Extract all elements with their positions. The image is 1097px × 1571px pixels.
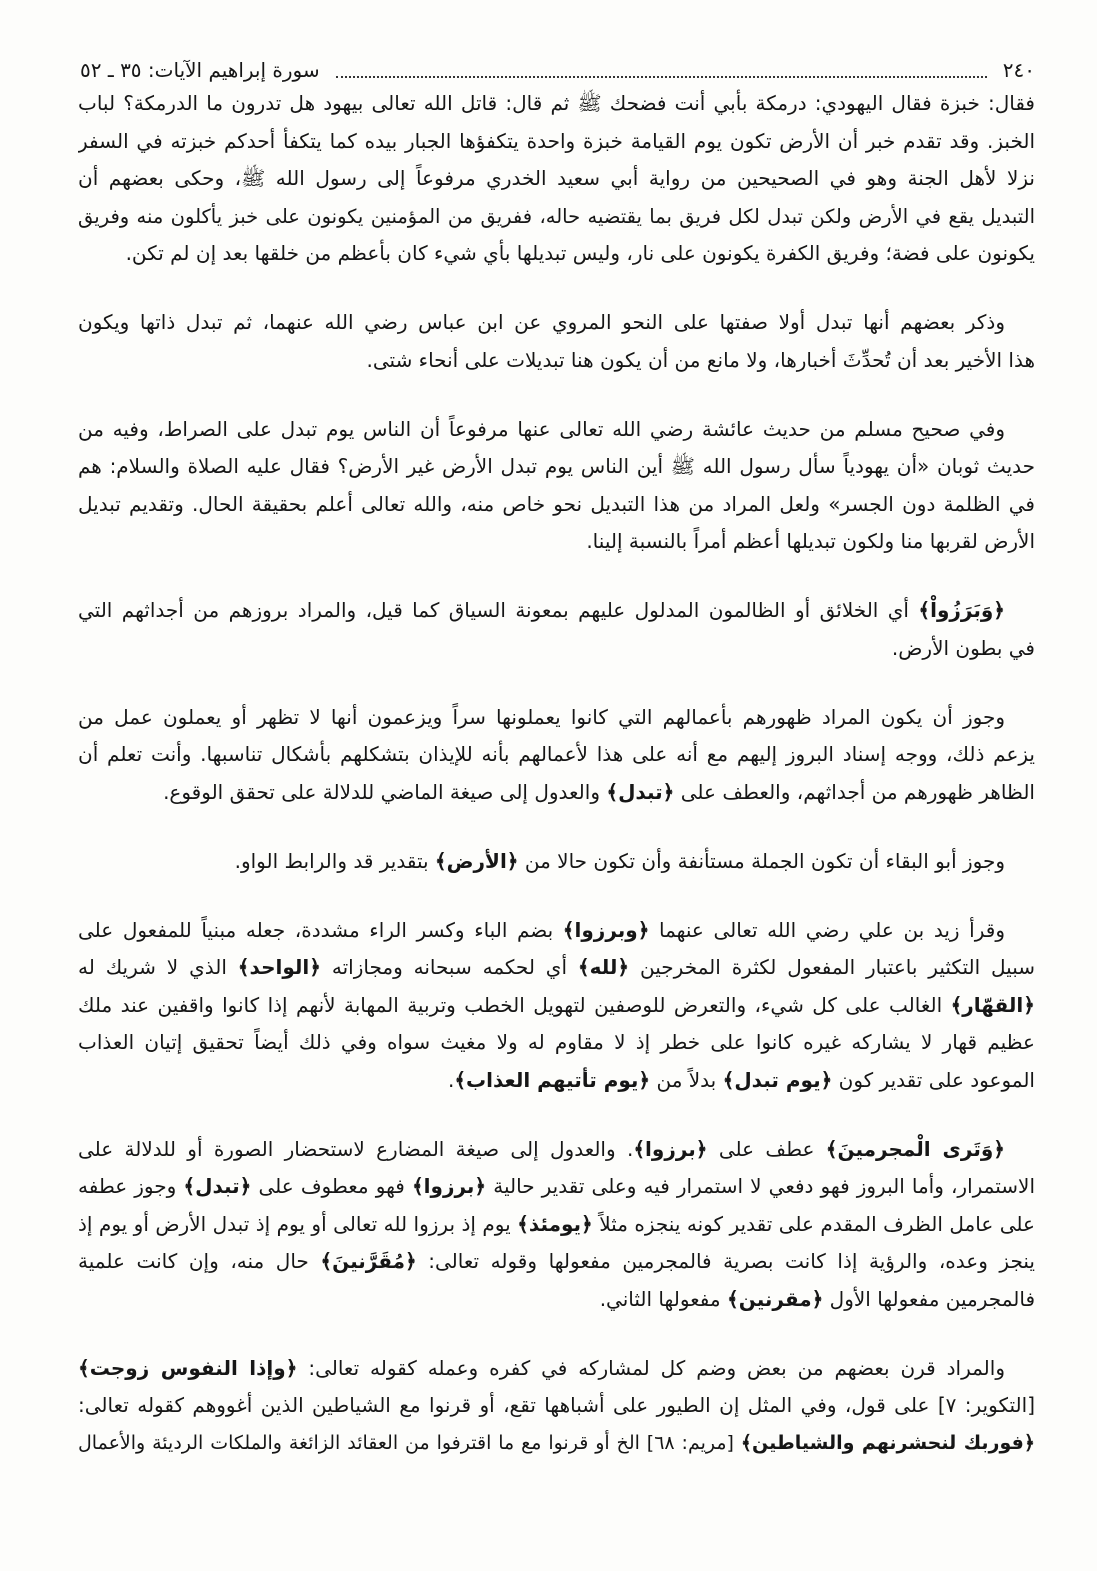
quran-quote: ﴿برزوا﴾ [633, 1136, 708, 1161]
text-line: سبيل التكثير باعتبار المفعول لكثرة المخرجين ﴿لله﴾ أي لحكمه سبحانه ومجازاته ﴿الواحد﴾ الذي لا شريك له [78, 955, 1035, 979]
paragraph [78, 304, 1035, 379]
quran-quote: ﴿مُقَرَّنينَ﴾ [320, 1249, 417, 1273]
text-line: [التكوير: ٧] على قول، وفي المثل إن الطيور على أشباهها تقع، أو قرنوا مع الشياطين الذين أغووهم كقوله تعالى: [78, 1393, 1035, 1417]
quran-quote: ﴿تبدل﴾ [606, 779, 675, 804]
text-line: الاستمرار، وأما البروز فهو دفعي لا استمرار فيه وعلى تقدير حالية ﴿برزوا﴾ فهو معطوف على ﴿تبدل﴾ وجوز عطفه [78, 1174, 1035, 1198]
quran-quote: ﴿وَبَرَزُواْ﴾ [918, 598, 1005, 622]
quran-quote: ﴿فوربك لنحشرنهم والشياطين﴾ [740, 1431, 1035, 1454]
dotted-leader [336, 76, 987, 78]
paragraph [78, 1131, 1035, 1319]
text-line: ﴿فوربك لنحشرنهم والشياطين﴾ [مريم: ٦٨] الخ أو قرنوا مع ما اقترفوا من العقائد الزائغة والملكات الرديئة والأعمال [78, 1431, 1035, 1454]
text-line: الأرض لقربها منا ولكون تبديلها أعظم أمراً بالنسبة إلينا. [586, 529, 1035, 553]
text-line: على عامل الظرف المقدم على تقدير كونه ينجزه مثلاً ﴿يومئذ﴾ يوم إذ برزوا لله تعالى أو يوم إذ تبدل الأرض أو يوم إذ [78, 1211, 1035, 1236]
paragraph [78, 843, 1035, 881]
text-line: ينجز وعده، والرؤية إذا كانت بصرية فالمجرمين مفعولها وقوله تعالى: ﴿مُقَرَّنينَ﴾ حال منه، وإن كانت علمية [78, 1249, 1035, 1273]
text-line: ﴿وَبَرَزُواْ﴾ أي الخلائق أو الظالمون المدلول عليهم بمعونة السياق كما قيل، والمراد بروزهم من أجداثهم التي [78, 598, 1005, 622]
paragraph [78, 592, 1035, 667]
text-line: وفي صحيح مسلم من حديث عائشة رضي الله تعالى عنها مرفوعاً أن الناس يوم تبدل على الصراط، وفيه من [78, 416, 1005, 441]
text-line: وذكر بعضهم أنها تبدل أولا صفتها على النحو المروي عن ابن عباس رضي الله عنهما، ثم تبدل ذاتها ويكون [78, 310, 1005, 334]
text-line: وجوز أبو البقاء أن تكون الجملة مستأنفة وأن تكون حالا من ﴿الأرض﴾ بتقدير قد والرابط الواو. [234, 848, 1005, 873]
quran-quote: ﴿يوم تبدل﴾ [722, 1067, 833, 1092]
text-line: في بطون الأرض. [891, 635, 1035, 660]
paragraph [78, 699, 1035, 812]
quran-quote: ﴿لله﴾ [577, 955, 630, 979]
quran-quote: ﴿الأرض﴾ [434, 848, 519, 873]
text-line: فقال: خبزة فقال اليهودي: درمكة بأبي أنت فضحك ﷺ ثم قال: قاتل الله تعالى بيهود هل تدرون ما الدرمكة؟ لباب [78, 91, 1035, 115]
text-line: وقرأ زيد بن علي رضي الله تعالى عنهما ﴿وبرزوا﴾ بضم الباء وكسر الراء مشددة، جعله مبنياً للمفعول على [78, 917, 1005, 942]
page-number: ٢٤٠ [1002, 58, 1035, 82]
text-line: التبديل يقع في الأرض ولكن تبدل لكل فريق بما يقتضيه حاله، ففريق من المؤمنين يكونون على خبز يأكلون منه وفريق [78, 204, 1035, 228]
quran-quote: ﴿الواحد﴾ [237, 955, 321, 979]
text-line: فالمجرمين مفعولها الأول ﴿مقرنين﴾ مفعولها الثاني. [599, 1286, 1035, 1311]
paragraph [78, 912, 1035, 1100]
text-line: هذا الأخير بعد أن تُحدِّثَ أخبارها، ولا مانع من أن يكون هنا تبديلات على أنحاء شتى. [366, 347, 1035, 372]
text-line: نزلا لأهل الجنة وهو في الصحيحين من رواية أبي سعيد الخدري مرفوعاً إلى رسول الله ﷺ، وحكى بعضهم أن [78, 166, 1035, 190]
text-line: الخبز. وقد تقدم خبر أن الأرض تكون يوم القيامة خبزة واحدة يتكفؤها الجبار بيده كما يتكفأ أحدكم خبزته في السفر [78, 128, 1035, 153]
quran-quote: ﴿تبدل﴾ [183, 1174, 252, 1198]
running-title: سورة إبراهيم الآيات: ٣٥ ـ ٥٢ [80, 58, 320, 82]
text-line: الموعود على تقدير كون ﴿يوم تبدل﴾ بدلاً من ﴿يوم تأتيهم العذاب﴾. [447, 1067, 1035, 1092]
quran-quote: ﴿مقرنين﴾ [727, 1286, 824, 1311]
quran-quote: ﴿القهّار﴾ [950, 992, 1035, 1017]
text-line: والمراد قرن بعضهم من بعض وضم كل لمشاركه في كفره وعمله كقوله تعالى: ﴿وإذا النفوس زوجت﴾ [78, 1355, 1005, 1380]
paragraph [78, 411, 1035, 561]
text-line: حديث ثوبان «أن يهودياً سأل رسول الله ﷺ أين الناس يوم تبدل الأرض غير الأرض؟ فقال عليه الصلاة والسلام: هم [78, 454, 1035, 478]
quran-quote: ﴿برزوا﴾ [411, 1174, 487, 1198]
text-body [78, 85, 1035, 1462]
text-line: ﴿وَتَرى الْمجرمينَ﴾ عطف على ﴿برزوا﴾. والعدول إلى صيغة المضارع لاستحضار الصورة أو للدلالة على [78, 1136, 1005, 1161]
text-line: عظيم قهار لا يشاركه غيره كانوا على خطر إذ لا مقاوم له ولا مغيث سواه وفي ذلك أيضاً تحقيق إتيان العذاب [78, 1030, 1035, 1054]
quran-quote: ﴿وبرزوا﴾ [562, 917, 650, 942]
text-line: وجوز أن يكون المراد ظهورهم بأعمالهم التي كانوا يعملونها سراً ويزعمون أنها لا تظهر أو يعملون عمل من [78, 704, 1005, 729]
quran-quote: ﴿يومئذ﴾ [517, 1211, 593, 1236]
text-line: يكونون على فضة؛ وفريق الكفرة يكونون على نار، وليس تبديلها بأي شيء كان بأعظم من خلقها بعد إن لم تكن. [125, 241, 1035, 265]
running-header [80, 56, 1035, 84]
paragraph [78, 1350, 1035, 1463]
quran-quote: ﴿وَتَرى الْمجرمينَ﴾ [825, 1136, 1005, 1161]
text-line: في الظلمة دون الجسر» ولعل المراد من هذا التبديل نحو خاص منه، والله تعالى أعلم بحقيقة الحال. وتقديم تبديل [78, 491, 1035, 516]
quran-quote: ﴿يوم تأتيهم العذاب﴾ [454, 1067, 651, 1092]
paragraph [78, 85, 1035, 273]
text-line: ﴿القهّار﴾ الغالب على كل شيء، والتعرض للوصفين لتهويل الخطب وتربية المهابة لأنهم إذا كانوا واقفين عند ملك [78, 992, 1035, 1017]
text-line: الظاهر ظهورهم من أجداثهم، والعطف على ﴿تبدل﴾ والعدول إلى صيغة الماضي للدلالة على تحقق الوقوع. [163, 779, 1035, 804]
text-line: يزعم ذلك، ووجه إسناد البروز إليهم مع أنه على هذا لأعمالهم بأنه للإيذان بتشكلهم بأشكال تناسبها. وأنت تعلم أن [78, 742, 1035, 766]
quran-quote: ﴿وإذا النفوس زوجت﴾ [78, 1355, 298, 1380]
